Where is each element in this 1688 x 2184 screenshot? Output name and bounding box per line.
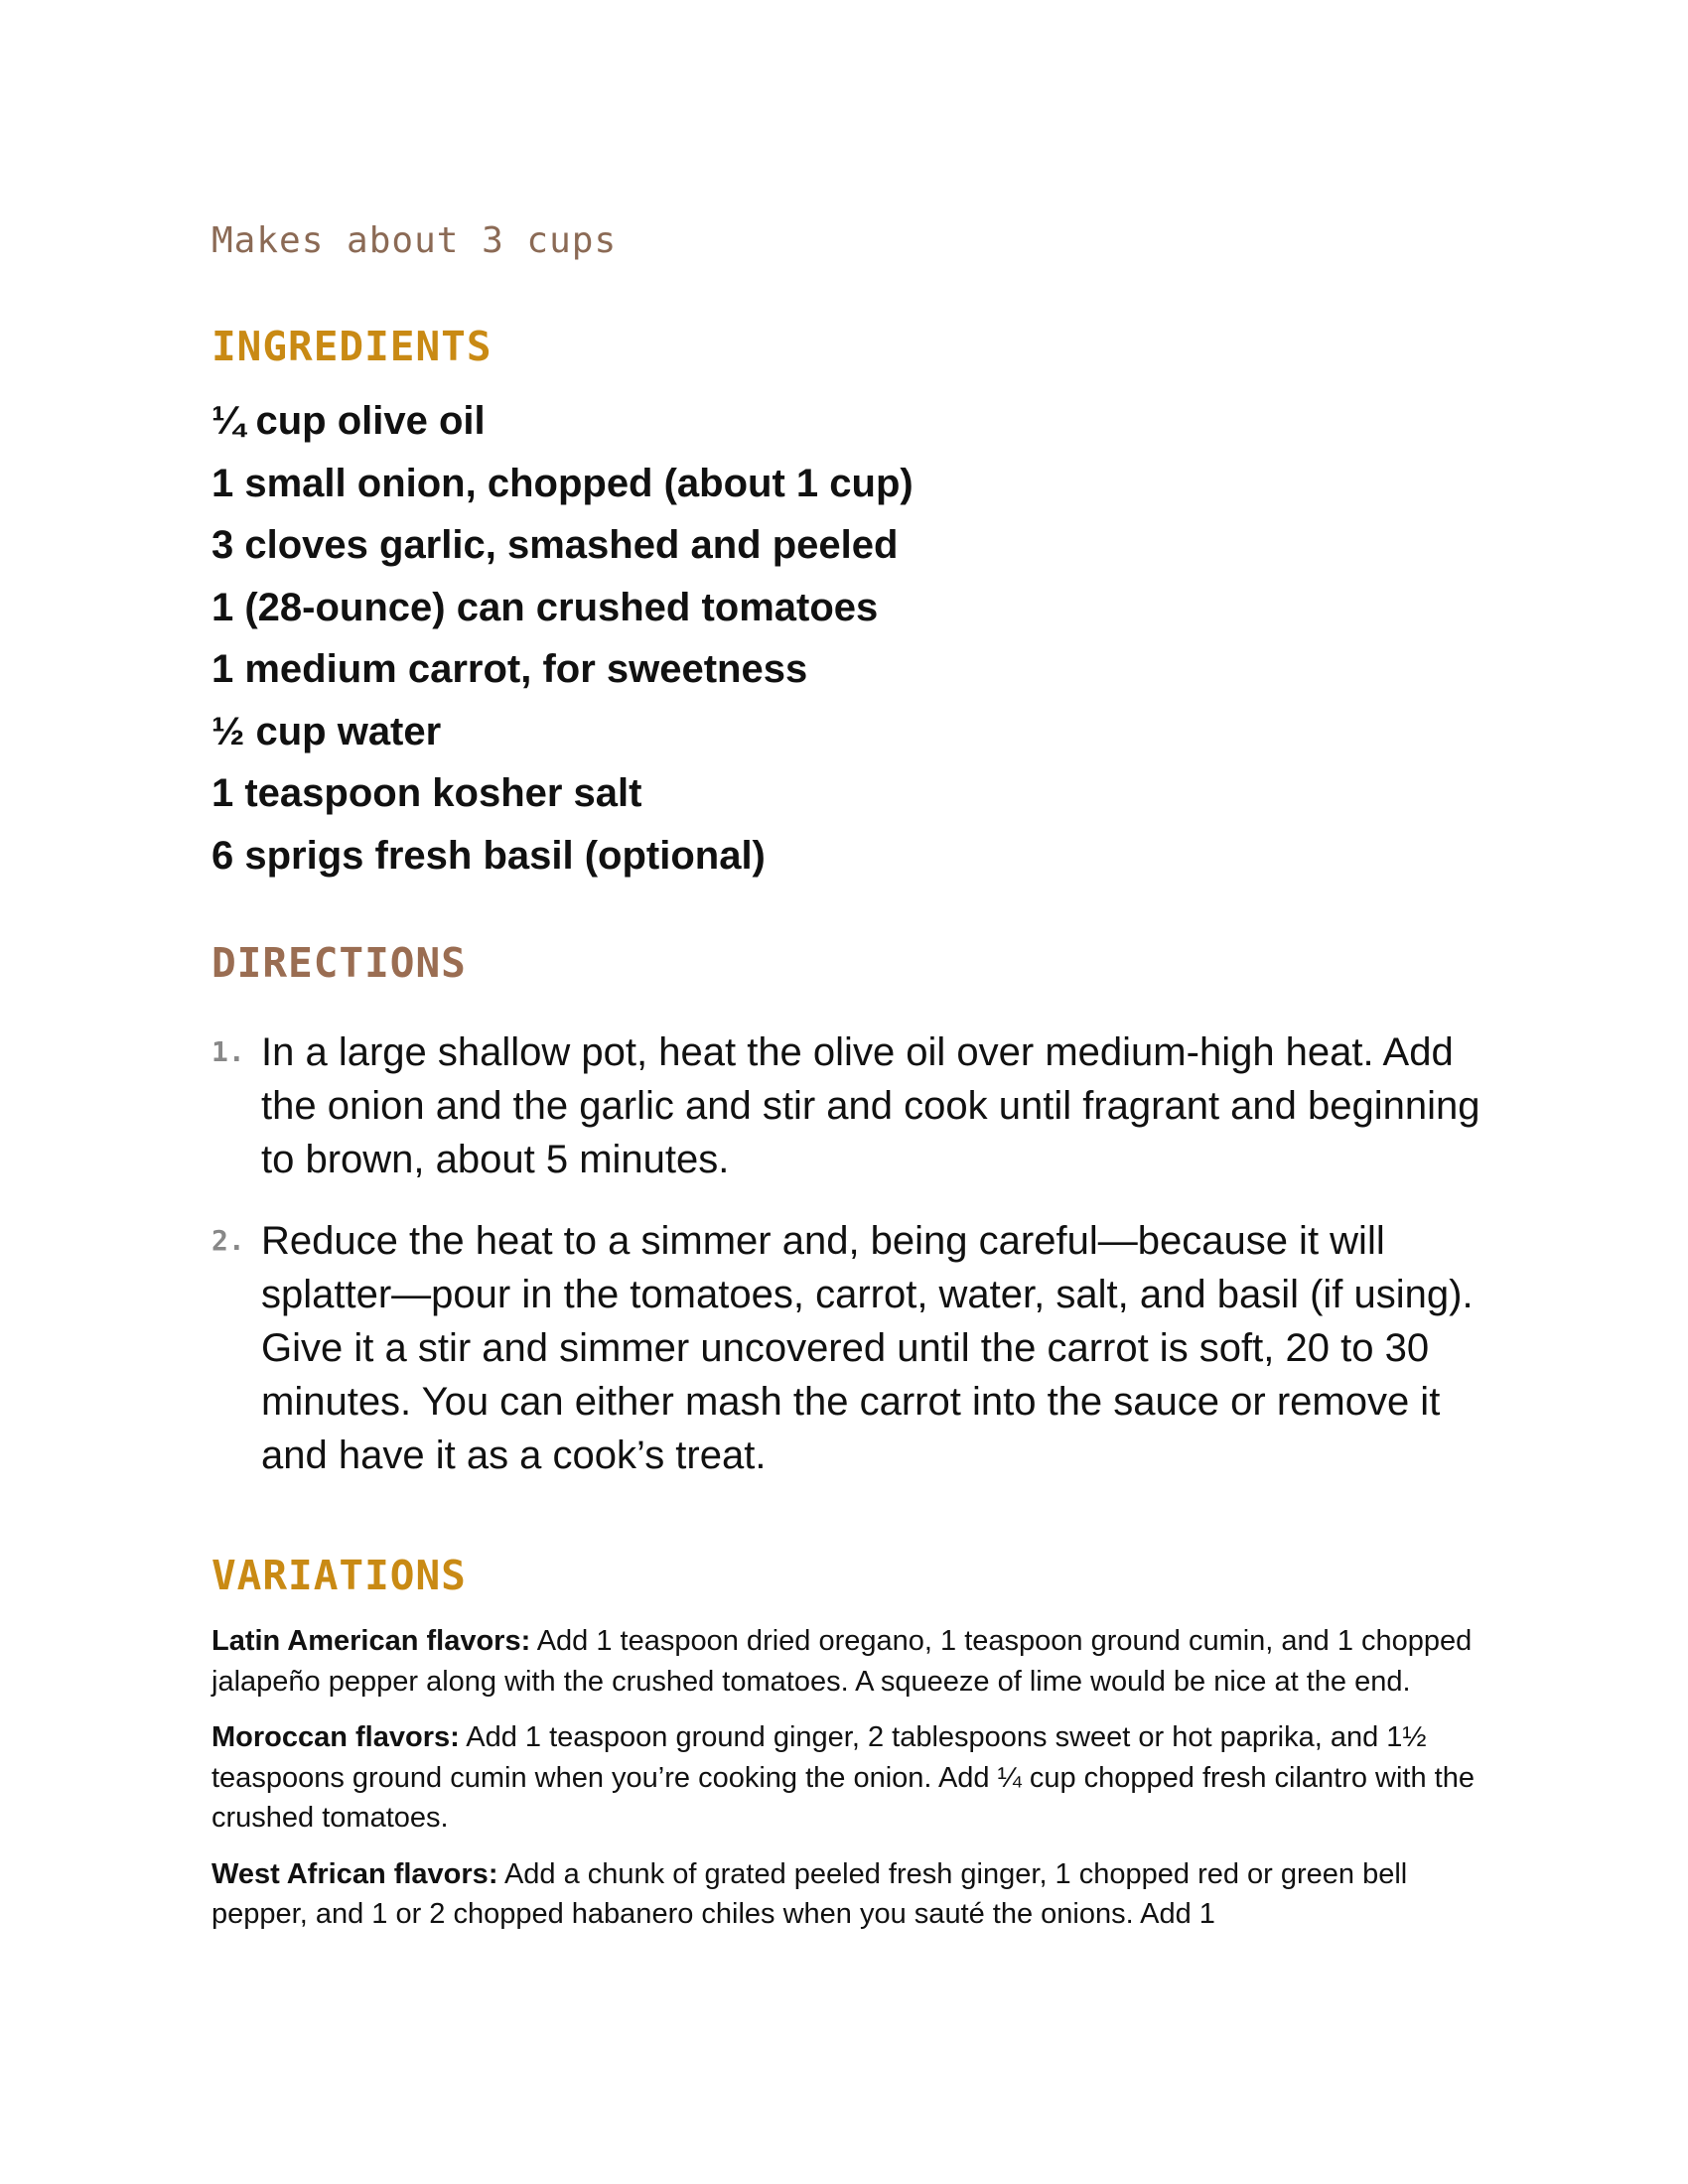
variation-item — [211, 1621, 1502, 1702]
ingredient-item: 1 small onion, chopped (about 1 cup) — [211, 461, 914, 505]
directions-list — [211, 1025, 1482, 1510]
ingredient-item: ½ cup water — [211, 709, 442, 753]
step-number: 1. — [211, 1035, 245, 1068]
ingredients-heading: INGREDIENTS — [211, 323, 492, 370]
variation-text: Add 1 teaspoon ground ginger, 2 tablespoons sweet or hot paprika, and 1½ teaspoons ground cumin when you’re cooking the onion. Add ¼ cup chopped fresh cilantro with the crushed tomatoes. — [211, 1721, 1475, 1834]
variation-item — [211, 1717, 1502, 1839]
variation-label: Moroccan flavors: — [211, 1721, 460, 1753]
recipe-yield: Makes about 3 cups — [211, 220, 618, 261]
direction-step — [211, 1214, 1482, 1482]
variation-label: West African flavors: — [211, 1857, 498, 1890]
variation-item — [211, 1854, 1502, 1935]
step-text: Reduce the heat to a simmer and, being careful—because it will splatter—pour in the tomatoes, carrot, water, salt, and basil (if using). Give it a stir and simmer uncovered until the carrot is soft, 20 to 30 minutes. You can either mash the carrot into the sauce or remove it and have it as a cook’s treat. — [261, 1219, 1474, 1477]
variation-text: Add 1 teaspoon dried oregano, 1 teaspoon ground cumin, and 1 chopped jalapeño pepper along with the crushed tomatoes. A squeeze of lime would be nice at the end. — [211, 1625, 1473, 1698]
variation-label: Latin American flavors: — [211, 1625, 531, 1657]
ingredients-list — [211, 390, 914, 887]
variations-list — [211, 1621, 1502, 1951]
step-text: In a large shallow pot, heat the olive oil over medium-high heat. Add the onion and the garlic and stir and cook until fragrant and beginning to brown, about 5 minutes. — [261, 1030, 1480, 1181]
ingredient-item: 3 cloves garlic, smashed and peeled — [211, 523, 899, 567]
ingredient-item: 1 teaspoon kosher salt — [211, 771, 642, 815]
ingredient-item: 1 medium carrot, for sweetness — [211, 647, 808, 691]
direction-step — [211, 1025, 1482, 1186]
variation-text: Add a chunk of grated peeled fresh ginger, 1 chopped red or green bell pepper, and 1 or 2 chopped habanero chiles when you sauté the onions. Add 1 — [211, 1857, 1408, 1930]
ingredient-item: ¼ cup olive oil — [211, 399, 486, 443]
ingredient-item: 6 sprigs fresh basil (optional) — [211, 833, 766, 878]
ingredient-item: 1 (28-ounce) can crushed tomatoes — [211, 585, 879, 629]
directions-heading: DIRECTIONS — [211, 939, 467, 987]
variations-heading: VARIATIONS — [211, 1552, 467, 1599]
step-number: 2. — [211, 1224, 245, 1257]
